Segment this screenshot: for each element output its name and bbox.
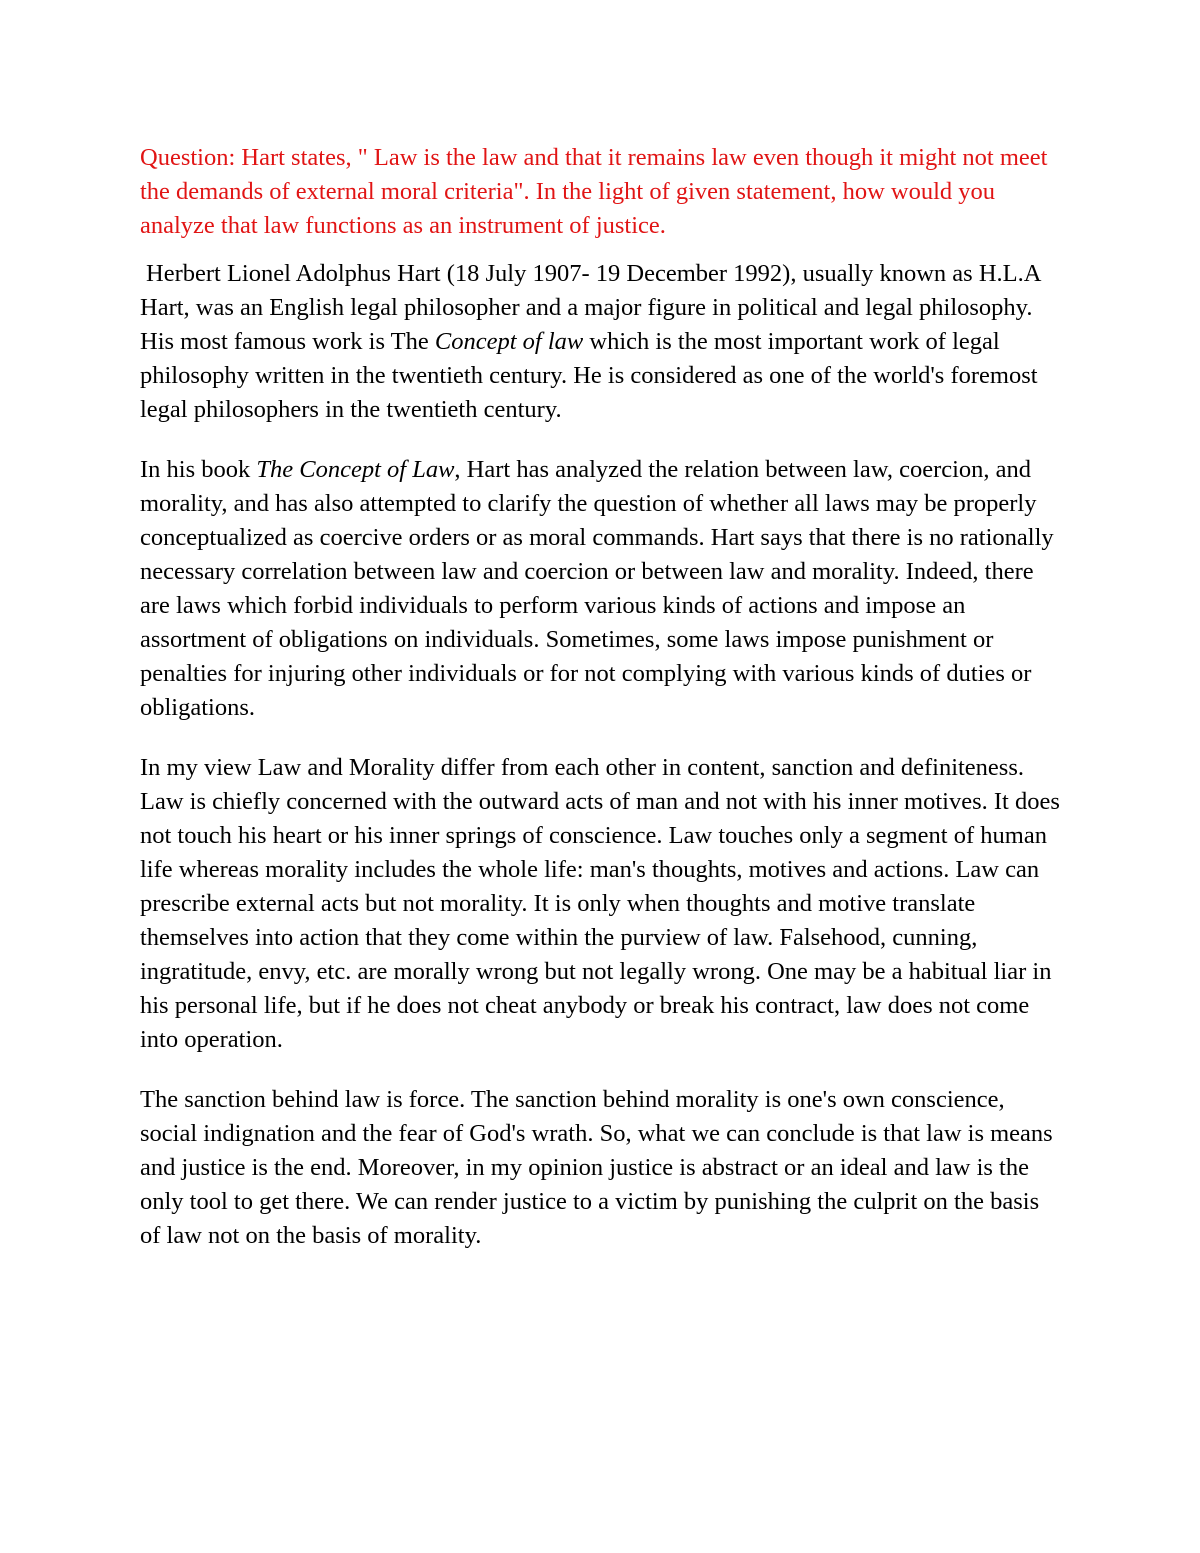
- paragraph-text: In his book: [140, 456, 257, 483]
- book-title-italic: The Concept of Law: [256, 456, 455, 483]
- paragraph-text: which is the most important work of legal philosophy written in the twentieth century. He is considered as one of the world's foremost legal philosophers in the twentieth century.: [140, 328, 1038, 423]
- paragraph-concept-of-law: [140, 453, 1065, 725]
- paragraph-hart-biography: [140, 257, 1065, 427]
- book-title-italic: Concept of law: [434, 328, 584, 355]
- paragraph-text: Herbert Lionel Adolphus Hart (18 July 1907- 19 December 1992), usually known as H.L.A Hart, was an English legal philosopher and a major figure in political and legal philosophy. His most famous work is The: [140, 260, 1041, 355]
- question-text: Question: Hart states, " Law is the law and that it remains law even though it might not meet the demands of external moral criteria". In the light of given statement, how would you analyze that law functions as an instrument of justice.: [140, 144, 1048, 239]
- paragraph-sanction: The sanction behind law is force. The sanction behind morality is one's own conscience, social indignation and the fear of God's wrath. So, what we can conclude is that law is means and justice is the end. Moreover, in my opinion justice is abstract or an ideal and law is the only tool to get there. We can render justice to a victim by punishing the culprit on the basis of law not on the basis of morality.: [140, 1086, 1053, 1249]
- paragraph-text: , Hart has analyzed the relation between law, coercion, and morality, and has also attempted to clarify the question of whether all laws may be properly conceptualized as coercive orders or as moral commands. Hart says that there is no rationally necessary correlation between law and coercion or between law and morality. Indeed, there are laws which forbid individuals to perform various kinds of actions and impose an assortment of obligations on individuals. Sometimes, some laws impose punishment or penalties for injuring other individuals or for not complying with various kinds of duties or obligations.: [140, 456, 1054, 721]
- document-body: [140, 141, 1065, 1279]
- paragraph-law-and-morality: In my view Law and Morality differ from each other in content, sanction and definiteness. Law is chiefly concerned with the outward acts of man and not with his inner motives. It does not touch his heart or his inner springs of conscience. Law touches only a segment of human life whereas morality includes the whole life: man's thoughts, motives and actions. Law can prescribe external acts but not morality. It is only when thoughts and motive translate themselves into action that they come within the purview of law. Falsehood, cunning, ingratitude, envy, etc. are morally wrong but not legally wrong. One may be a habitual liar in his personal life, but if he does not cheat anybody or break his contract, law does not come into operation.: [140, 754, 1060, 1053]
